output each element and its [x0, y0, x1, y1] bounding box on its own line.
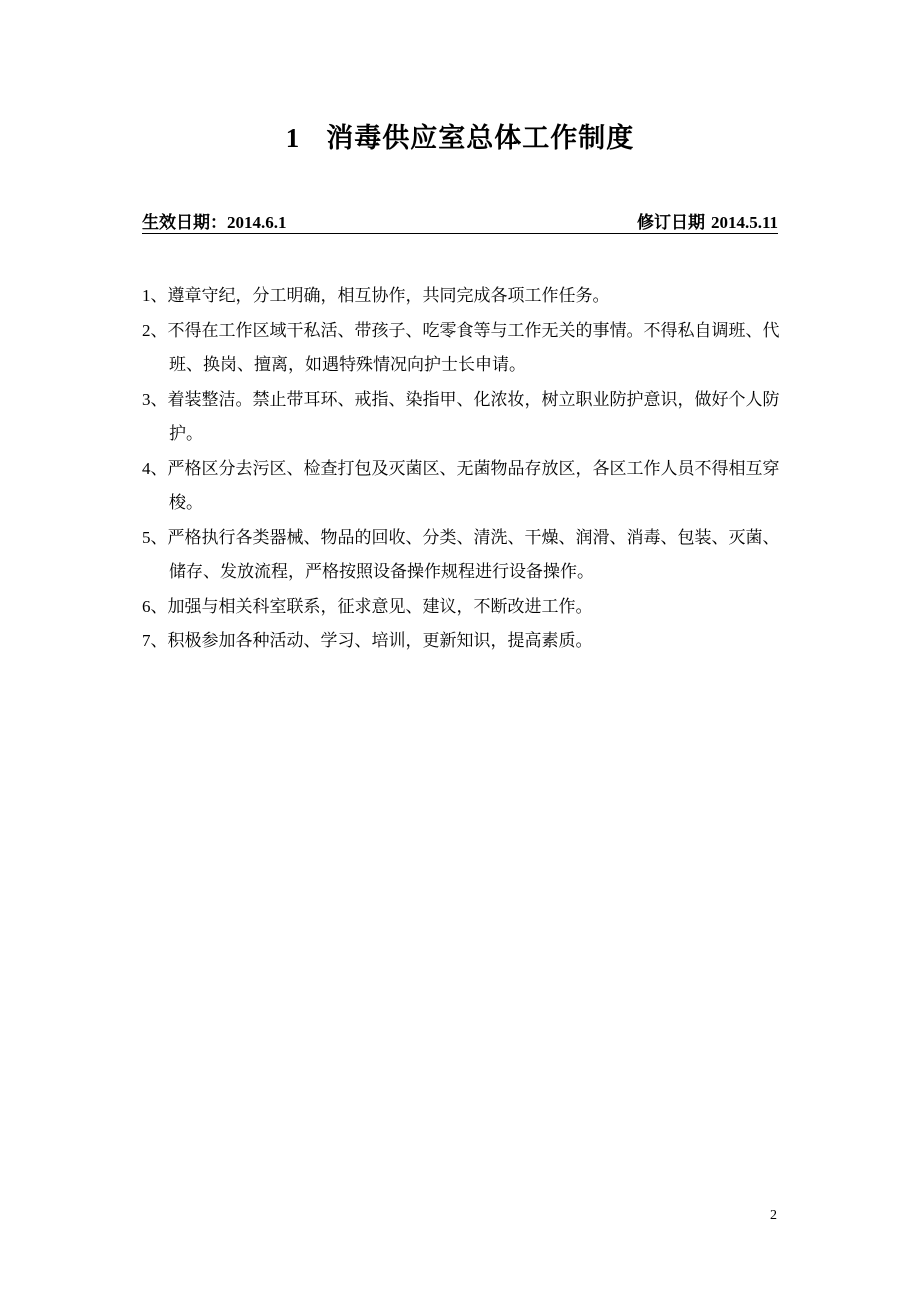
rule-text: 严格区分去污区、检查打包及灭菌区、无菌物品存放区，各区工作人员不得相互穿梭。 [167, 458, 780, 513]
effective-date-label: 生效日期： [142, 213, 227, 233]
rule-item: 3、着装整洁。禁止带耳环、戒指、染指甲、化浓妆，树立职业防护意识，做好个人防护。 [142, 389, 780, 444]
rule-item: 6、加强与相关科室联系，征求意见、建议，不断改进工作。 [142, 596, 593, 617]
rule-number: 4 [142, 458, 151, 478]
effective-date-value: 2014.6.1 [227, 213, 287, 232]
revised-date-label: 修订日期 [637, 213, 706, 233]
rule-number: 5 [142, 527, 151, 547]
effective-date [142, 208, 287, 233]
rule-text: 着装整洁。禁止带耳环、戒指、染指甲、化浓妆，树立职业防护意识，做好个人防护。 [167, 389, 780, 444]
rule-number: 2 [142, 320, 151, 340]
revised-date [637, 208, 778, 233]
date-line [142, 207, 778, 234]
revised-date-value: 2014.5.11 [710, 213, 778, 232]
rule-number: 6 [142, 596, 151, 616]
rules-list [142, 279, 782, 659]
title-text: 消毒供应室总体工作制度 [326, 123, 635, 154]
rule-text: 不得在工作区域干私活、带孩子、吃零食等与工作无关的事情。不得私自调班、代班、换岗、擅离，如遇特殊情况向护士长申请。 [167, 320, 780, 375]
page-title [0, 116, 920, 155]
rule-item: 4、严格区分去污区、检查打包及灭菌区、无菌物品存放区，各区工作人员不得相互穿梭。 [142, 458, 780, 513]
rule-item: 1、遵章守纪，分工明确，相互协作，共同完成各项工作任务。 [142, 286, 610, 306]
page-number: 2 [770, 1208, 777, 1223]
rule-item: 5、严格执行各类器械、物品的回收、分类、清洗、干燥、润滑、消毒、包装、灭菌、储存、发放流程，严格按照设备操作规程进行设备操作。 [142, 527, 780, 582]
rule-number: 7 [142, 631, 151, 650]
title-number: 1 [285, 123, 301, 153]
rule-number: 3 [142, 389, 151, 409]
rule-text: 加强与相关科室联系，征求意见、建议，不断改进工作。 [167, 596, 593, 617]
rule-item: 7、积极参加各种活动、学习、培训，更新知识，提高素质。 [142, 631, 593, 651]
rule-text: 遵章守纪，分工明确，相互协作，共同完成各项工作任务。 [167, 286, 610, 306]
rule-text: 积极参加各种活动、学习、培训，更新知识，提高素质。 [167, 631, 593, 651]
rule-item: 2、不得在工作区域干私活、带孩子、吃零食等与工作无关的事情。不得私自调班、代班、换岗、擅离，如遇特殊情况向护士长申请。 [142, 320, 780, 375]
rule-text: 严格执行各类器械、物品的回收、分类、清洗、干燥、润滑、消毒、包装、灭菌、储存、发放流程，严格按照设备操作规程进行设备操作。 [167, 527, 780, 582]
rule-number: 1 [142, 286, 151, 305]
